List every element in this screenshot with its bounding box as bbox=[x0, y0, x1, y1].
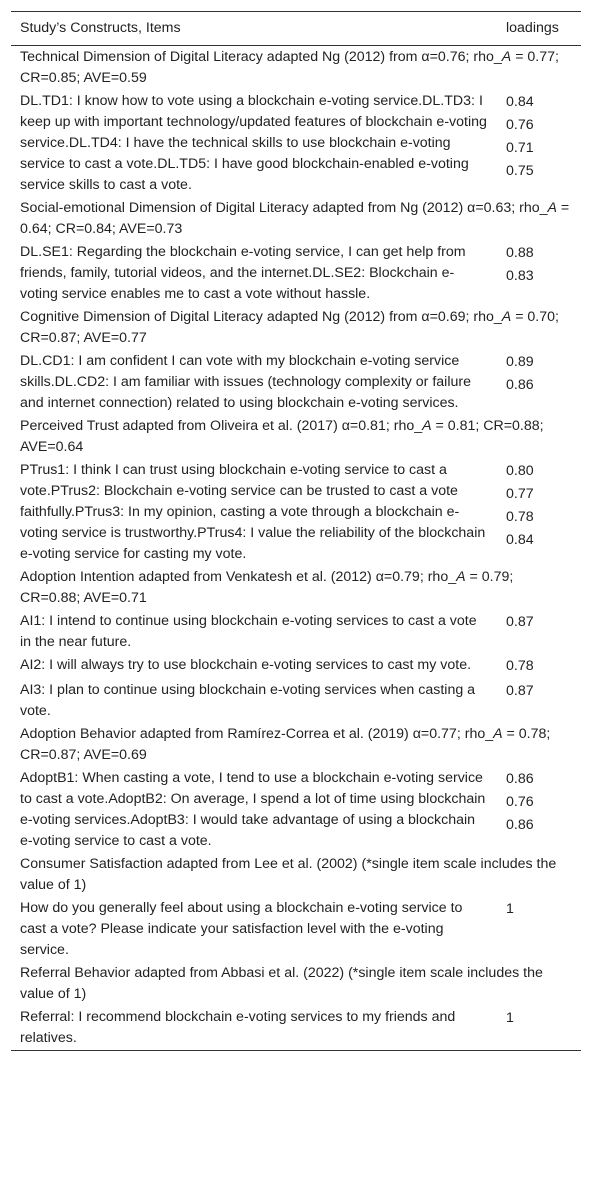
construct-heading-row bbox=[11, 853, 581, 897]
loadings-cell bbox=[497, 90, 581, 197]
table-row bbox=[11, 350, 581, 415]
rho-subscript-symbol: A bbox=[501, 49, 512, 65]
loadings-cell bbox=[497, 767, 581, 853]
loading-value: 0.78 bbox=[506, 658, 534, 674]
loadings-cell bbox=[497, 654, 581, 679]
loading-value: 0.87 bbox=[506, 683, 534, 699]
item-text: DL.CD1: I am confident I can vote with my blockchain e-voting service skills.DL.CD2: I am familiar with issues (technology complexity or failure and internet connection) related to using blockchain e-voting services. bbox=[20, 353, 471, 411]
loading-value: 0.75 bbox=[506, 163, 534, 179]
loadings-cell bbox=[497, 610, 581, 654]
construct-heading-row bbox=[11, 197, 581, 241]
loadings-cell bbox=[497, 1006, 581, 1050]
construct-heading: Perceived Trust adapted from Oliveira et al. (2017) α=0.81; rho_A = 0.81; CR=0.88; AVE=0.64 bbox=[20, 418, 544, 455]
table-row bbox=[11, 767, 581, 853]
loading-value: 0.76 bbox=[506, 117, 534, 133]
table-row bbox=[11, 1006, 581, 1050]
rho-subscript-symbol: A bbox=[422, 418, 432, 434]
loading-value: 0.87 bbox=[506, 614, 534, 630]
construct-heading-row bbox=[11, 46, 581, 91]
table-row bbox=[11, 897, 581, 962]
loading-value: 0.88 bbox=[506, 245, 534, 261]
table-row bbox=[11, 90, 581, 197]
item-text: How do you generally feel about using a blockchain e-voting service to cast a vote? Please indicate your satisfaction level with the e-voting service. bbox=[20, 900, 463, 958]
item-text: Referral: I recommend blockchain e-voting services to my friends and relatives. bbox=[20, 1009, 456, 1046]
loading-value: 0.80 bbox=[506, 463, 534, 479]
loading-value: 0.83 bbox=[506, 268, 534, 284]
item-text: AI3: I plan to continue using blockchain e-voting services when casting a vote. bbox=[20, 682, 476, 719]
construct-heading: Adoption Behavior adapted from Ramírez-Correa et al. (2019) α=0.77; rho_A = 0.78; CR=0.87; AVE=0.69 bbox=[20, 726, 551, 763]
construct-heading-row bbox=[11, 415, 581, 459]
header-loadings: loadings bbox=[497, 12, 581, 46]
rho-subscript-symbol: A bbox=[493, 726, 503, 742]
item-text: DL.SE1: Regarding the blockchain e-voting service, I can get help from friends, family, tutorial videos, and the internet.DL.SE2: Blockchain e-voting service enables me to cast a vote without hassle. bbox=[20, 244, 466, 302]
loadings-cell bbox=[497, 897, 581, 962]
loading-value: 0.77 bbox=[506, 486, 534, 502]
construct-heading: Adoption Intention adapted from Venkatesh et al. (2012) α=0.79; rho_A = 0.79; CR=0.88; AVE=0.71 bbox=[20, 569, 514, 606]
loading-value: 0.76 bbox=[506, 794, 534, 810]
table-body bbox=[11, 46, 581, 1051]
item-text: AI1: I intend to continue using blockchain e-voting services to cast a vote in the near future. bbox=[20, 613, 477, 650]
loading-value: 0.86 bbox=[506, 771, 534, 787]
rho-subscript-symbol: A bbox=[501, 309, 512, 325]
header-constructs-items: Study’s Constructs, Items bbox=[11, 12, 497, 46]
construct-heading: Referral Behavior adapted from Abbasi et al. (2022) (*single item scale includes the value of 1) bbox=[20, 965, 543, 1002]
table-row bbox=[11, 679, 581, 723]
table-row bbox=[11, 241, 581, 306]
item-text: PTrus1: I think I can trust using blockchain e-voting service to cast a vote.PTrus2: Blockchain e-voting service can be trusted to cast a vote faithfully.PTrus3: In my opinion, casting a vote through a blockchain e-voting service is trustworthy.PTrus4: I value the reliability of the blockchain e-voting service for casting my vote. bbox=[20, 462, 486, 562]
construct-heading: Technical Dimension of Digital Literacy adapted Ng (2012) from α=0.76; rho_A = 0.77; CR=0.85; AVE=0.59 bbox=[20, 49, 559, 86]
loading-value: 0.84 bbox=[506, 94, 534, 110]
constructs-table-container bbox=[11, 11, 581, 1051]
construct-heading-row bbox=[11, 306, 581, 350]
loadings-cell bbox=[497, 459, 581, 566]
construct-heading: Social-emotional Dimension of Digital Literacy adapted from Ng (2012) α=0.63; rho_A = 0.64; CR=0.84; AVE=0.73 bbox=[20, 200, 570, 237]
construct-heading-row bbox=[11, 566, 581, 610]
loading-value: 0.86 bbox=[506, 377, 534, 393]
construct-heading-row bbox=[11, 723, 581, 767]
table-row bbox=[11, 459, 581, 566]
loadings-cell bbox=[497, 679, 581, 723]
item-text: AI2: I will always try to use blockchain e-voting services to cast my vote. bbox=[20, 657, 472, 673]
loading-value: 0.86 bbox=[506, 817, 534, 833]
rho-subscript-symbol: A bbox=[547, 200, 557, 216]
construct-heading-row bbox=[11, 962, 581, 1006]
loading-value: 0.89 bbox=[506, 354, 534, 370]
construct-heading: Cognitive Dimension of Digital Literacy adapted Ng (2012) from α=0.69; rho_A = 0.70; CR=0.87; AVE=0.77 bbox=[20, 309, 559, 346]
table-row bbox=[11, 654, 581, 679]
loading-value: 0.84 bbox=[506, 532, 534, 548]
loading-value: 0.78 bbox=[506, 509, 534, 525]
constructs-loadings-table bbox=[11, 12, 581, 1050]
rho-subscript-symbol: A bbox=[456, 569, 466, 585]
item-text: DL.TD1: I know how to vote using a blockchain e-voting service.DL.TD3: I keep up with important technology/updated features of blockchain e-voting service.DL.TD4: I have the technical skills to use blockchain e-voting service to cast a vote.DL.TD5: I have good blockchain-enabled e-voting service skills to cast a vote. bbox=[20, 93, 487, 193]
loading-value: 1 bbox=[506, 901, 514, 917]
table-header-row bbox=[11, 12, 581, 46]
loading-value: 1 bbox=[506, 1010, 514, 1026]
table-row bbox=[11, 610, 581, 654]
loadings-cell bbox=[497, 350, 581, 415]
loading-value: 0.71 bbox=[506, 140, 534, 156]
item-text: AdoptB1: When casting a vote, I tend to use a blockchain e-voting service to cast a vote.AdoptB2: On average, I spend a lot of time using blockchain e-voting services.AdoptB3: I would take advantage of using a blockchain e-voting service to cast a vote. bbox=[20, 770, 486, 849]
construct-heading: Consumer Satisfaction adapted from Lee et al. (2002) (*single item scale includes the value of 1) bbox=[20, 856, 557, 893]
loadings-cell bbox=[497, 241, 581, 306]
